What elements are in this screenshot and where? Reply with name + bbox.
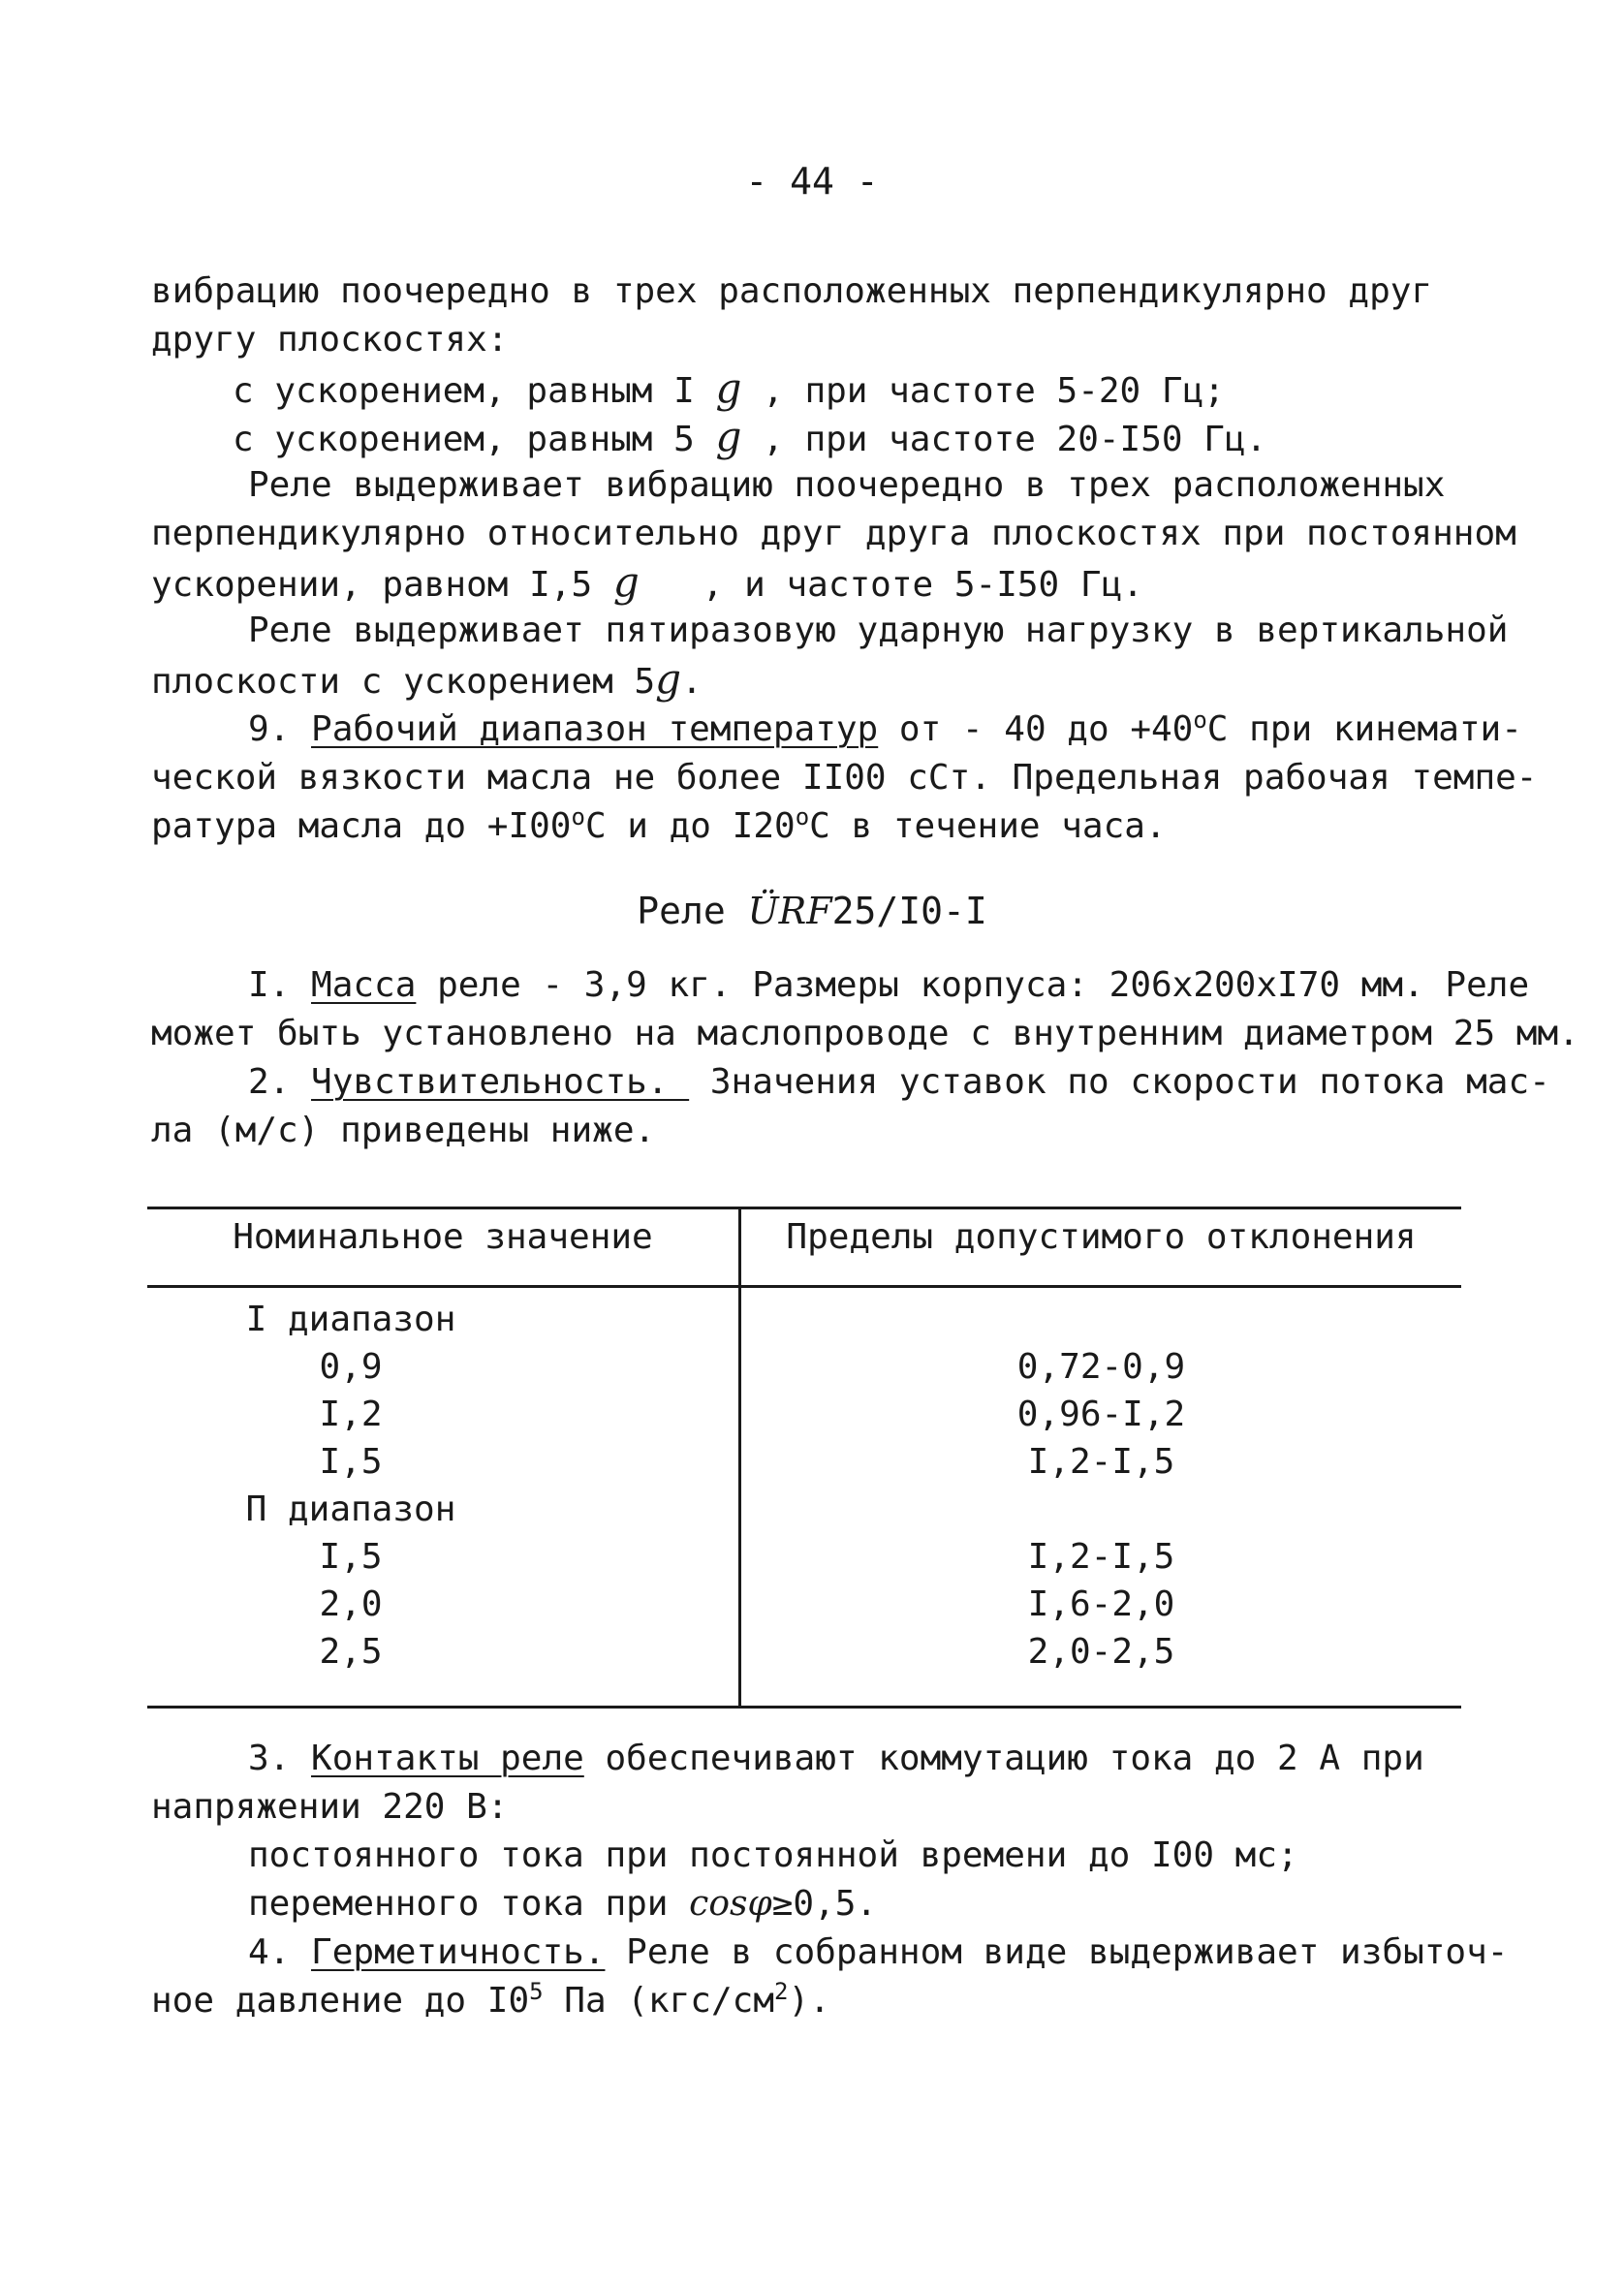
table-cell: П диапазон: [245, 1489, 456, 1529]
underlined-heading: Масса: [311, 965, 417, 1005]
text-span: от - 40 до +40: [878, 709, 1194, 749]
section-title: [0, 887, 1624, 935]
text-span: Значения уставок по скорости потока мас-: [689, 1062, 1550, 1102]
text-span: ≥0,5.: [771, 1884, 878, 1924]
text-span: с ускорением, равным I: [233, 371, 695, 411]
text-span: ускорении, равном I,5: [151, 565, 593, 605]
text-span: с ускорением, равным 5: [233, 420, 695, 459]
text-span: , при частоте 20-I50 Гц.: [763, 420, 1267, 459]
text-line: [248, 961, 1529, 1010]
text-line: ла (м/с) приведены ниже.: [151, 1111, 656, 1150]
text-span: .: [681, 662, 703, 702]
table-header-nominal: Номинальное значение: [233, 1217, 653, 1257]
text-span: , при частоте 5-20 Гц;: [763, 371, 1225, 411]
table-cell: I,5: [319, 1442, 383, 1482]
text-line: ческой вязкости масла не более II00 сСт. Предельная рабочая темпе-: [151, 758, 1538, 798]
table-cell: 0,96-I,2: [1016, 1395, 1186, 1434]
text-line: [151, 802, 1479, 851]
table-cell: 2,0-2,5: [1027, 1632, 1175, 1672]
degree-sup: о: [795, 803, 810, 831]
table-cell: 2,5: [319, 1632, 383, 1672]
table-top-rule: [147, 1207, 1461, 1209]
table-cell: 2,0: [319, 1584, 383, 1624]
table-cell: 0,72-0,9: [1016, 1347, 1186, 1387]
text-line: другу плоскостях:: [151, 320, 509, 360]
text-line: может быть установлено на маслопроводе с внутренним диаметром 25 мм.: [151, 1014, 1579, 1053]
text-span: ).: [788, 1981, 830, 2021]
text-line: Реле выдерживает пятиразовую ударную нагрузку в вертикальной: [248, 611, 1509, 650]
text-line: [248, 1880, 877, 1928]
degree-sup: о: [571, 803, 585, 831]
text-line: [248, 706, 1522, 754]
text-span: 9.: [248, 709, 312, 749]
table-header-rule: [147, 1285, 1461, 1288]
text-line: [151, 1977, 1479, 2025]
g-symbol: g: [655, 655, 682, 703]
text-line: перпендикулярно относительно друг друга плоскостях при постоянном: [151, 514, 1516, 553]
underlined-heading: Контакты реле: [311, 1739, 584, 1778]
text-line: напряжении 220 В:: [151, 1787, 509, 1827]
underlined-heading: Рабочий диапазон температур: [311, 709, 879, 749]
text-span: обеспечивают коммутацию тока до 2 А при: [583, 1739, 1424, 1778]
text-span: С и до I20: [584, 806, 796, 846]
page-number: - 44 -: [745, 160, 879, 203]
text-span: Па (кгс/см: [543, 1981, 775, 2021]
text-span: переменного тока при: [248, 1884, 690, 1924]
text-line: [233, 364, 1225, 416]
table-cell: I,6-2,0: [1027, 1584, 1175, 1624]
underlined-heading: Герметичность.: [311, 1932, 606, 1972]
text-span: 2.: [248, 1062, 312, 1102]
exponent-sup: 5: [529, 1978, 544, 2005]
table-cell: I,2-I,5: [1027, 1442, 1175, 1482]
text-line: [233, 413, 1266, 464]
text-line: [151, 655, 1479, 706]
text-line: [151, 558, 1479, 610]
text-span: I.: [248, 965, 312, 1005]
table-header-deviation: Пределы допустимого отклонения: [786, 1217, 1417, 1257]
table-cell: I диапазон: [245, 1300, 456, 1339]
table-cell: I,5: [319, 1537, 383, 1577]
text-span: ратура масла до +I00: [151, 806, 572, 846]
text-span: 3.: [248, 1739, 312, 1778]
text-span: , и частоте 5-I50 Гц.: [660, 565, 1143, 605]
text-span: плоскости с ускорением 5: [151, 662, 656, 702]
degree-sup: о: [1193, 706, 1207, 734]
table-cell: I,2-I,5: [1027, 1537, 1175, 1577]
title-text: Реле: [637, 890, 748, 932]
g-symbol: g: [612, 558, 640, 606]
g-symbol: g: [715, 413, 742, 460]
cos-phi: cosφ: [689, 1884, 772, 1924]
title-text: 25/I0-I: [831, 890, 987, 932]
text-line: постоянного тока при постоянной времени до I00 мс;: [248, 1835, 1298, 1875]
text-span: С при кинемати-: [1206, 709, 1522, 749]
text-line: [248, 1058, 1550, 1107]
text-line: Реле выдерживает вибрацию поочередно в трех расположенных: [248, 465, 1446, 505]
exponent-sup: 2: [774, 1978, 789, 2005]
text-span: С в течение часа.: [809, 806, 1167, 846]
text-line: [248, 1928, 1508, 1977]
table-cell: I,2: [319, 1395, 383, 1434]
text-span: Реле в собранном виде выдерживает избыточ-: [605, 1932, 1509, 1972]
underlined-heading: Чувствительность.: [311, 1062, 690, 1102]
text-line: вибрацию поочередно в трех расположенных перпендикулярно друг: [151, 271, 1433, 311]
table-cell: 0,9: [319, 1347, 383, 1387]
table-bottom-rule: [147, 1706, 1461, 1709]
text-span: ное давление до I0: [151, 1981, 530, 2021]
title-model: ÜRF: [747, 890, 832, 932]
text-span: 4.: [248, 1932, 312, 1972]
g-symbol: g: [715, 364, 742, 412]
text-span: реле - 3,9 кг. Размеры корпуса: 206х200хI70 мм. Реле: [416, 965, 1530, 1005]
text-line: [248, 1735, 1424, 1783]
